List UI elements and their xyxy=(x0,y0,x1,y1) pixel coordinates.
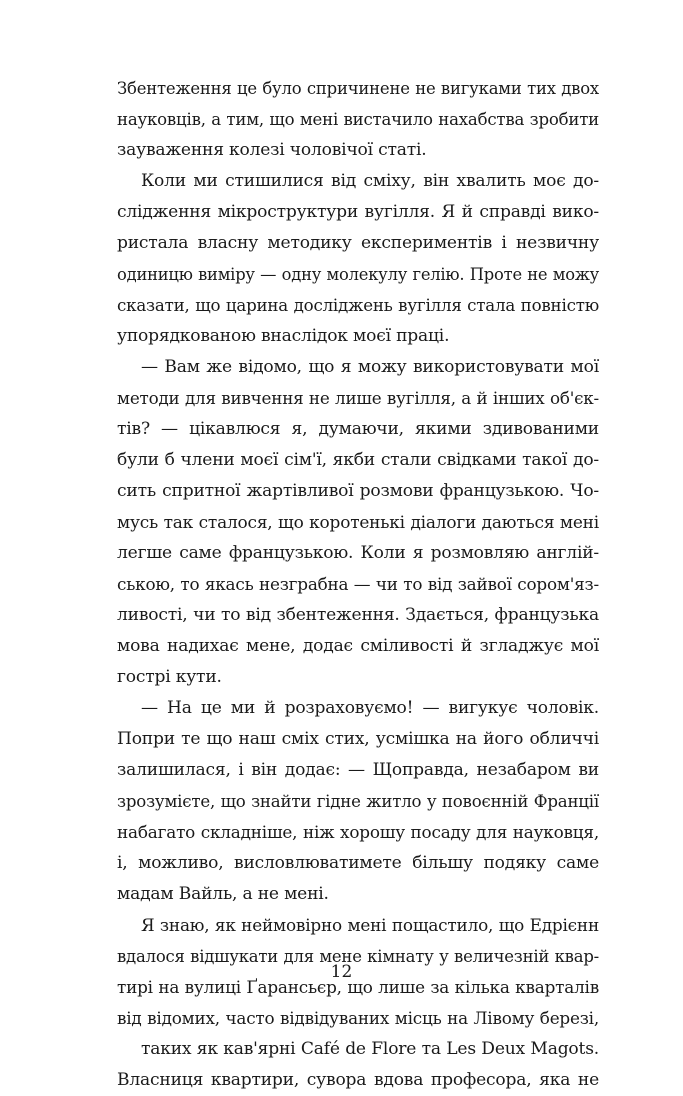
text-line: слідження мікроструктури вугілля. Я й справді вико- xyxy=(117,202,599,222)
text-line: вдалося відшукати для мене кімнату у величезній квар- xyxy=(117,947,599,966)
text-line: залишилася, і він додає: — Щоправда, незабаром ви xyxy=(117,760,599,780)
text-line: ливості, чи то від збентеження. Здається, французька xyxy=(117,605,599,625)
text-line: тів? — цікавлюся я, думаючи, якими здивованими xyxy=(117,419,599,439)
page-number: 12 xyxy=(330,962,353,982)
text-line: були б члени моєї сім'ї, якби стали свідками такої до- xyxy=(117,450,599,470)
text-line: ською, то якась незграбна — чи то від зайвої сором'яз- xyxy=(117,574,599,594)
text-line: — Вам же відомо, що я можу використовувати мої xyxy=(141,357,599,377)
text-line: зауваження колезі чоловічої статі. xyxy=(117,140,427,160)
text-line: сить спритної жартівливої розмови французькою. Чо- xyxy=(117,481,599,501)
text-line: набагато складніше, ніж хорошу посаду для науковця, xyxy=(117,822,599,842)
text-line: мадам Вайль, а не мені. xyxy=(117,884,329,904)
text-line: зрозумієте, що знайти гідне житло у повоєнній Франції xyxy=(117,792,599,811)
text-line: Коли ми стишилися від сміху, він хвалить моє до- xyxy=(141,171,599,191)
page-body xyxy=(117,73,599,1096)
text-line: Збентеження це було спричинене не вигуками тих двох xyxy=(117,79,599,98)
text-line: ристала власну методику експериментів і незвичну xyxy=(117,233,599,253)
text-line: — На це ми й розраховуємо! — вигукує чоловік. xyxy=(141,698,599,718)
text-line: таких як кав'ярні Café de Flore та Les Deux Magots. xyxy=(141,1039,599,1059)
text-line: Власниця квартири, сувора вдова професора, яка не xyxy=(117,1070,599,1090)
text-line: одиницю виміру — одну молекулу гелію. Проте не можу xyxy=(117,265,599,284)
text-line: науковців, а тим, що мені вистачило нахабства зробити xyxy=(117,110,599,129)
text-line: легше саме французькою. Коли я розмовляю англій- xyxy=(117,543,599,563)
text-line: гострі кути. xyxy=(117,667,222,687)
text-line: і, можливо, висловлюватимете більшу подяку саме xyxy=(117,853,599,873)
text-line: методи для вивчення не лише вугілля, а й інших об'єк- xyxy=(117,388,599,408)
text-line: мусь так сталося, що коротенькі діалоги даються мені xyxy=(117,512,599,532)
text-line: сказати, що царина досліджень вугілля стала повністю xyxy=(117,296,599,315)
text-line: від відомих, часто відвідуваних місць на Лівому березі, xyxy=(117,1008,599,1028)
text-line: мова надихає мене, додає сміливості й згладжує мої xyxy=(117,636,599,656)
text-line: тирі на вулиці Ґарансьєр, що лише за кілька кварталів xyxy=(117,977,599,997)
text-line: Попри те що наш сміх стих, усмішка на його обличчі xyxy=(117,729,599,749)
text-line: Я знаю, як неймовірно мені пощастило, що Едрієнн xyxy=(141,915,599,935)
text-line: упорядкованою внаслідок моєї праці. xyxy=(117,326,450,346)
